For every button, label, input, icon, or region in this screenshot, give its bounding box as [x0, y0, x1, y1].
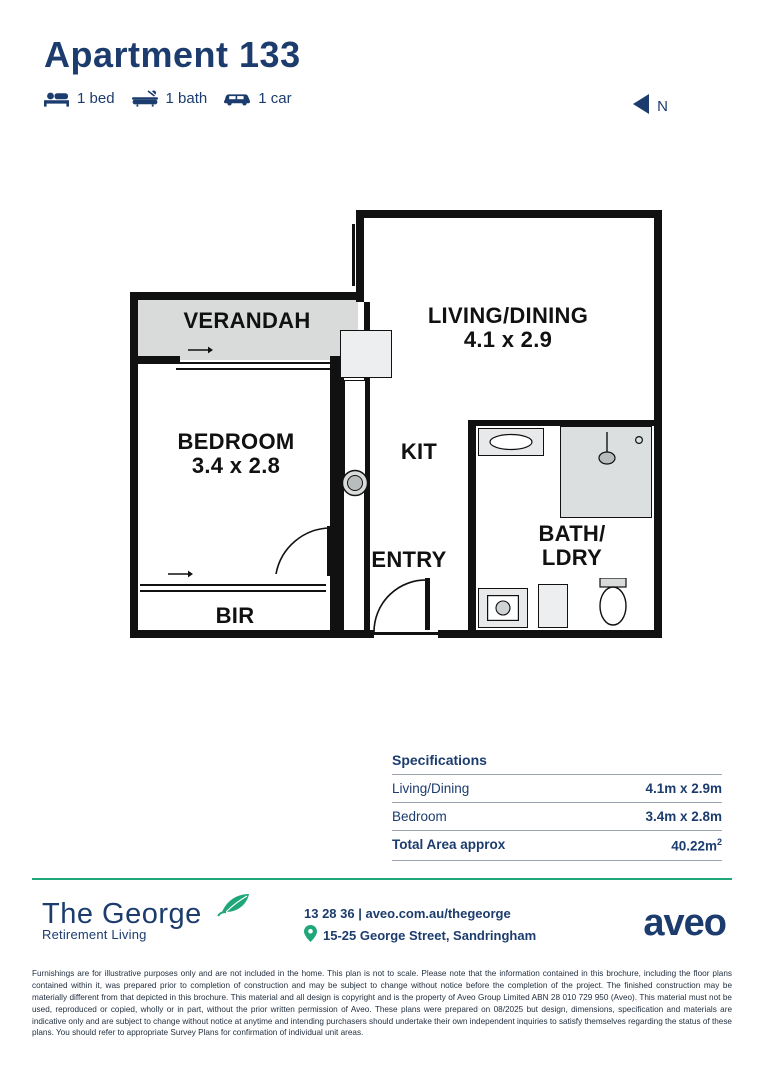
feature-car	[223, 90, 291, 107]
spec-total-name: Total Area approx	[392, 837, 506, 852]
feature-bed-label: 1 bed	[77, 90, 115, 107]
wall-living-top	[356, 210, 662, 218]
footer-divider	[32, 878, 732, 880]
compass-label: N	[657, 98, 668, 115]
car-icon	[223, 91, 251, 106]
spec-name: Living/Dining	[392, 781, 470, 796]
brand-subtitle: Retirement Living	[42, 927, 147, 942]
wall-bedroom-bottom	[130, 630, 338, 638]
wall-verandah-top	[130, 292, 362, 300]
spec-row-total	[392, 830, 722, 861]
compass	[629, 92, 668, 121]
wall-verandah-left	[130, 292, 138, 364]
living-window-line-2	[358, 224, 361, 286]
feature-list	[44, 90, 301, 107]
bath-icon	[131, 90, 159, 107]
phone-web[interactable]: 13 28 36 | aveo.com.au/thegeorge	[304, 906, 511, 921]
brand-block	[42, 898, 202, 942]
floor-plan	[0, 180, 764, 680]
footer	[32, 892, 732, 954]
bed-icon	[44, 90, 70, 107]
spec-row	[392, 802, 722, 830]
entry-door-swing	[372, 578, 434, 641]
shower-screen-panel	[538, 584, 568, 628]
sliding-door-verandah	[176, 362, 334, 364]
feature-bed	[44, 90, 115, 107]
living-dining-label: LIVING/DINING 4.1 x 2.9	[427, 303, 589, 353]
leaf-icon	[216, 892, 252, 923]
address-line	[304, 925, 536, 949]
door-swing-arrow-verandah	[188, 342, 214, 360]
wall-entry-bottom-left	[338, 630, 374, 638]
spec-total-value: $40.22m^2$	[671, 837, 722, 854]
contact-block	[304, 904, 536, 949]
toilet-icon	[592, 578, 634, 635]
bath-laundry-label: BATH/ LDRY	[538, 521, 606, 571]
spec-row	[392, 774, 722, 802]
specifications-table	[392, 752, 722, 861]
spec-value: 3.4m x 2.8m	[645, 809, 722, 824]
basin-bowl-icon	[488, 433, 534, 456]
page-header	[44, 34, 301, 107]
wall-bedroom-right	[330, 356, 338, 638]
specifications-title: Specifications	[392, 752, 487, 768]
kitchen-cooktop-icon	[340, 468, 370, 503]
entry-label: ENTRY	[371, 547, 447, 572]
north-arrow-icon	[629, 92, 653, 121]
bedroom-label: BEDROOM 3.4 x 2.8	[177, 429, 295, 479]
bir-arrow	[168, 566, 194, 584]
address-text: 15-25 George Street, Sandringham	[323, 928, 537, 944]
feature-bath-label: 1 bath	[165, 90, 208, 107]
wall-bath-left	[468, 420, 476, 638]
living-window-line-1	[352, 224, 355, 286]
bir-door-line-1	[140, 584, 326, 586]
sliding-door-verandah-2	[176, 368, 334, 370]
feature-car-label: 1 car	[258, 90, 292, 107]
bir-label: BIR	[215, 603, 255, 628]
wall-bedroom-left	[130, 356, 138, 638]
page-title: Apartment 133	[44, 34, 301, 75]
bedroom-door-swing	[272, 526, 334, 583]
aveo-logo: aveo	[643, 902, 726, 944]
spec-value: 4.1m x 2.9m	[645, 781, 722, 796]
location-pin-icon	[304, 925, 317, 949]
floor-waste-icon	[634, 432, 644, 450]
kitchen-label: KIT	[400, 439, 438, 464]
washing-machine-drum-icon	[487, 595, 519, 626]
brand-name: The George	[42, 898, 202, 930]
disclaimer-text: Furnishings are for illustrative purposes only and are not included in the home. This plan is not to scale. Please note that the information contained in this brochure, including the floor plans contained within it, was prepared prior to completion of construction and may be subject to change without notice before the completion of the project. The finished construction may be materially different from that depicted in this brochure. This material and all design is copyright and is the property of Aveo Group Limited ABN 28 010 729 950 (Aveo). This material must not be used, reproduced or copied, wholly or in part, without the prior written permission of Aveo. These plans were prepared on 08/2025 but design, dimensions, specification and materials are indicative only and are subject to change without notice at anytime and intending purchasers should undertake their own independent inquiries to satisfy themselves regarding the status of these plans. You should refer to appropriate Survey Plans for confirmation of individual unit areas.	[32, 969, 732, 1038]
kitchen-sink-box	[344, 380, 366, 480]
bir-door-line-2	[140, 590, 326, 592]
spec-name: Bedroom	[392, 809, 447, 824]
kitchen-bench-upper	[340, 330, 392, 378]
verandah-label: VERANDAH	[183, 308, 311, 333]
feature-bath	[131, 90, 208, 107]
shower-head-icon	[592, 432, 622, 481]
